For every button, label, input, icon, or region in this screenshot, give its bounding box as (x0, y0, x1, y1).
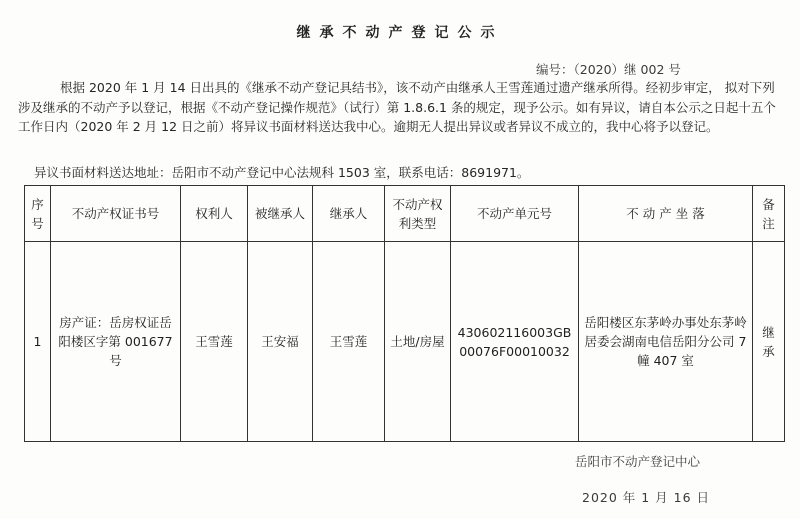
header-right-holder: 权利人 (181, 186, 248, 242)
cell-right-holder: 王雪莲 (181, 242, 248, 442)
cell-right-type: 土地/房屋 (385, 242, 451, 442)
cell-location: 岳阳楼区东茅岭办事处东茅岭居委会湖南电信岳阳分公司 7 幢 407 室 (579, 242, 753, 442)
header-location: 不 动 产 坐 落 (579, 186, 753, 242)
cell-decedent: 王安福 (248, 242, 313, 442)
table-header-row (25, 186, 785, 242)
header-heir: 继承人 (313, 186, 385, 242)
property-table (24, 185, 785, 442)
notice-paragraph (18, 78, 778, 137)
cell-heir: 王雪莲 (313, 242, 385, 442)
cell-cert-no: 房产证：岳房权证岳阳楼区字第 001677 号 (51, 242, 181, 442)
issue-date: 2020 年 1 月 16 日 (582, 490, 711, 505)
header-seq: 序号 (25, 186, 51, 242)
issuing-organization: 岳阳市不动产登记中心 (575, 454, 701, 469)
header-unit-no: 不动产单元号 (451, 186, 579, 242)
table-row (25, 242, 785, 442)
header-right-type: 不动产权利类型 (385, 186, 451, 242)
header-cert-no: 不动产权证书号 (51, 186, 181, 242)
header-decedent: 被继承人 (248, 186, 313, 242)
header-remark: 备注 (753, 186, 785, 242)
page-title: 继承不动产登记公示 (296, 25, 504, 41)
notice-text: 根据 2020 年 1 月 14 日出具的《继承不动产登记具结书》，该不动产由继承人王雪莲通过遗产继承所得。经初步审定， 拟对下列涉及继承的不动产予以登记，根据《不动产登记操作规范》（试行）第 1.8.6.1 条的规定，现予公示。如有异议，请自本公示之日起十五个工作日内（2020 年 2 月 12 日之前）将异议书面材料送达我中心。逾期无人提出异议或者异议不成立的，我中心将予以登记。 (18, 80, 776, 134)
cell-unit-no: 430602116003GB00076F00010032 (451, 242, 579, 442)
objection-address: 异议书面材料送达地址：岳阳市不动产登记中心法规科 1503 室，联系电话：8691971。 (34, 165, 530, 180)
document-number: 编号：（2020）继 002 号 (536, 62, 681, 77)
cell-seq: 1 (25, 242, 51, 442)
cell-remark: 继承 (753, 242, 785, 442)
